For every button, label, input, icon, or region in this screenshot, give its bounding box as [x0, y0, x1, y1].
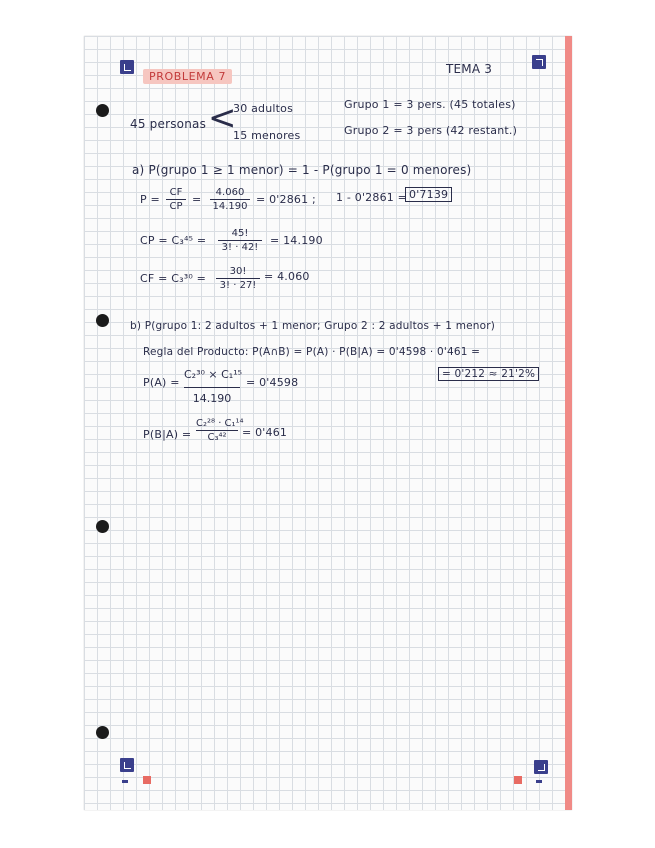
cf-label: CF = C₃³⁰ = — [140, 272, 207, 285]
p-value-fraction — [210, 187, 250, 212]
binder-hole — [96, 314, 109, 327]
complement-calc: 1 - 0'2861 = — [336, 191, 408, 204]
brace-icon: < — [208, 98, 237, 138]
part-b-heading: b) P(grupo 1: 2 adultos + 1 menor; Grupo 2 : 2 adultos + 1 menor) — [130, 320, 496, 332]
notebook-page — [84, 36, 572, 810]
binder-hole — [96, 520, 109, 533]
cf-fraction — [216, 266, 260, 291]
p-frac-den: CP — [169, 201, 183, 212]
group1-info: Grupo 1 = 3 pers. (45 totales) — [344, 98, 516, 111]
corner-dash-icon — [122, 780, 128, 783]
binder-hole — [96, 104, 109, 117]
pa-result: = 0'4598 — [246, 376, 299, 389]
pa-num: C₂³⁰ × C₁¹⁵ — [184, 368, 243, 381]
p-value-den: 14.190 — [212, 201, 248, 212]
pba-fraction — [196, 418, 244, 443]
pa-den: 14.190 — [192, 392, 232, 405]
corner-mark-icon — [120, 60, 134, 74]
binder-hole — [96, 726, 109, 739]
cp-fraction — [218, 228, 262, 253]
red-margin-line — [565, 36, 572, 810]
cp-result: = 14.190 — [270, 234, 323, 247]
corner-dash-icon — [536, 780, 542, 783]
cf-result: = 4.060 — [264, 270, 310, 283]
cf-num: 30! — [229, 266, 247, 277]
corner-square-icon — [514, 776, 522, 784]
pba-result: = 0'461 — [242, 426, 288, 439]
group2-info: Grupo 2 = 3 pers (42 restant.) — [344, 124, 518, 137]
page-title: PROBLEMA 7 — [143, 69, 232, 84]
p-label: P = — [140, 193, 160, 206]
pa-label: P(A) = — [143, 376, 180, 389]
product-rule: Regla del Producto: P(A∩B) = P(A) · P(B|A) = 0'4598 · 0'461 = — [143, 346, 481, 358]
cp-num: 45! — [231, 228, 249, 239]
p-fraction — [166, 187, 186, 212]
p-equals: = — [192, 193, 202, 206]
answer-b: = 0'212 ≈ 21'2% — [438, 367, 539, 381]
cp-den: 3! · 42! — [221, 242, 259, 253]
adults-count: 30 adultos — [233, 102, 294, 115]
total-people: 45 personas — [130, 117, 207, 131]
cp-label: CP = C₃⁴⁵ = — [140, 234, 207, 247]
minors-count: 15 menores — [233, 129, 301, 142]
pa-fraction — [184, 368, 243, 405]
pba-label: P(B|A) = — [143, 428, 192, 441]
p-result: = 0'2861 ; — [256, 193, 316, 206]
corner-mark-icon — [120, 758, 134, 772]
cf-den: 3! · 27! — [219, 280, 257, 291]
corner-square-icon — [143, 776, 151, 784]
p-value-num: 4.060 — [215, 187, 245, 198]
corner-mark-icon — [534, 760, 548, 774]
answer-a: 0'7139 — [405, 187, 452, 202]
topic-label: TEMA 3 — [446, 62, 493, 76]
corner-mark-icon — [532, 55, 546, 69]
p-frac-num: CF — [169, 187, 183, 198]
pba-num: C₂²⁸ · C₁¹⁴ — [196, 418, 244, 429]
part-a-heading: a) P(grupo 1 ≥ 1 menor) = 1 - P(grupo 1 = 0 menores) — [132, 163, 472, 177]
pba-den: C₃⁴² — [207, 432, 227, 443]
